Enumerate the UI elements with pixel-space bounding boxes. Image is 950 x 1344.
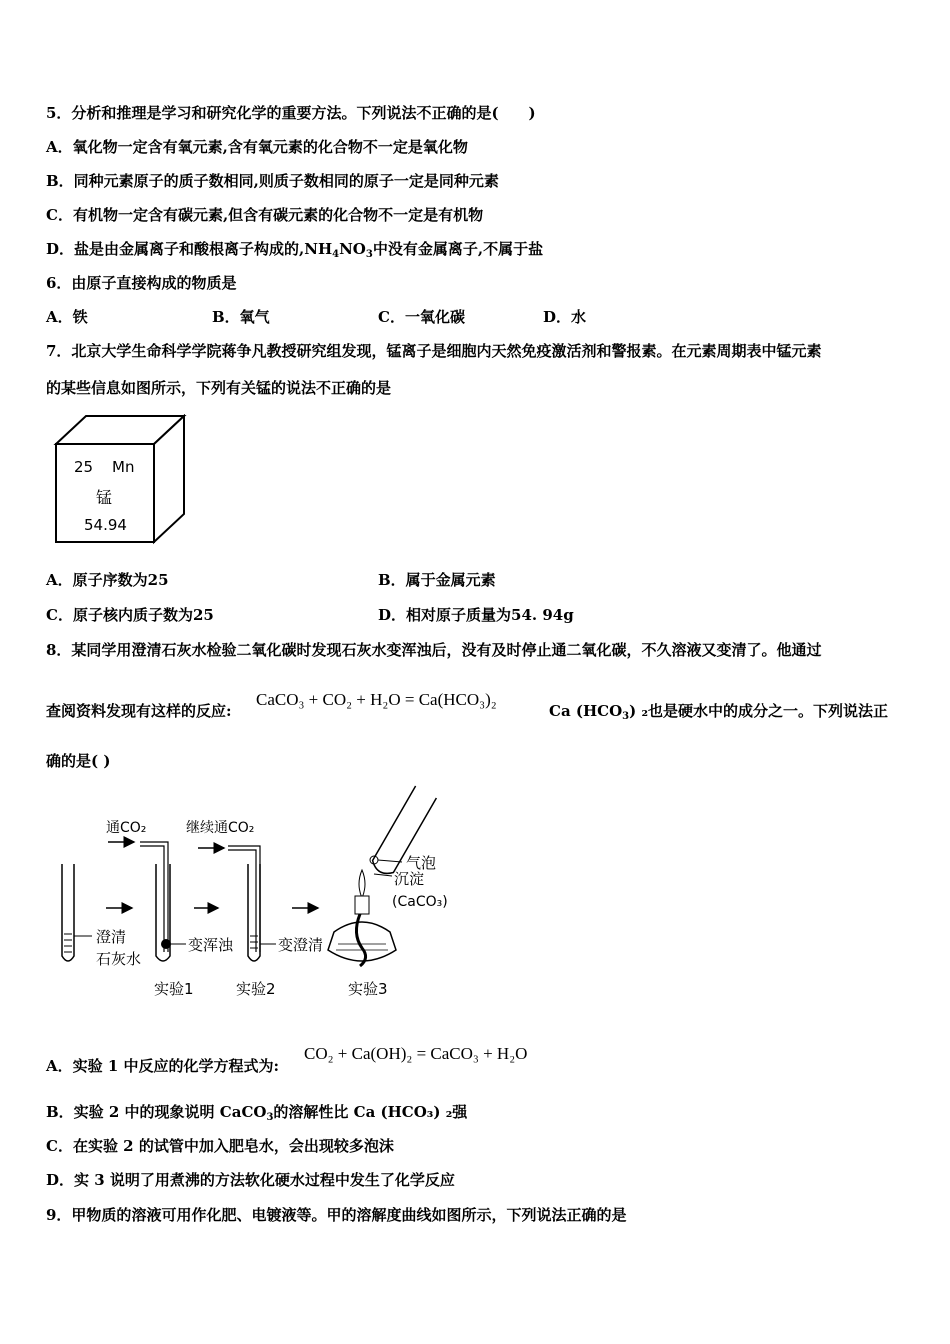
experiment-diagram — [56, 784, 476, 1002]
q8-option-b — [46, 1102, 467, 1128]
q5-option-d-mid: NO — [339, 240, 366, 258]
q7-option-c: C．原子核内质子数为25 — [46, 606, 214, 624]
label-exp2: 实验2 — [236, 980, 276, 998]
label-clear-limewater-2: 石灰水 — [96, 950, 142, 968]
q7-stem-line2: 的某些信息如图所示，下列有关锰的说法不正确的是 — [46, 379, 392, 397]
q8-stem-line2-mid: Ca (HCO — [549, 702, 623, 720]
element-mass: 54.94 — [84, 516, 127, 534]
q8-option-a-pre: A．实验 1 中反应的化学方程式为: — [46, 1057, 280, 1075]
q6-option-a: A．铁 — [46, 308, 88, 326]
q5-stem: 5．分析和推理是学习和研究化学的重要方法。下列说法不正确的是( ) — [46, 104, 536, 122]
q5-option-d — [46, 239, 543, 265]
label-turbid: 变浑浊 — [188, 936, 234, 954]
q5-option-d-pre: D．盐是由金属离子和酸根离子构成的,NH — [46, 240, 333, 258]
q8-option-c: C．在实验 2 的试管中加入肥皂水，会出现较多泡沫 — [46, 1137, 394, 1155]
element-number: 25 — [74, 458, 94, 476]
q7-option-a: A．原子序数为25 — [46, 571, 169, 589]
q5-sub-3: 3 — [365, 249, 373, 260]
q8-stem-line1: 8．某同学用澄清石灰水检验二氧化碳时发现石灰水变浑浊后，没有及时停止通二氧化碳，不久溶液又变清了。他通过 — [46, 641, 822, 659]
q8-option-b-sub: 3 — [266, 1112, 274, 1123]
q8-stem-line3: 确的是( ) — [46, 752, 111, 770]
q8-stem-line2-post — [549, 701, 888, 727]
q6-option-d: D．水 — [543, 308, 587, 326]
q6-option-c: C．一氧化碳 — [378, 308, 465, 326]
label-exp3: 实验3 — [348, 980, 388, 998]
q8-option-a-equation: CO₂ + Ca(OH)₂ = CaCO₃ + H₂O — [304, 1044, 528, 1063]
q8-sub-3: 3 — [622, 711, 630, 722]
q8-option-b-post: 的溶解性比 Ca (HCO₃) ₂强 — [273, 1103, 468, 1121]
element-symbol: Mn — [112, 458, 135, 476]
q8-equation: CaCO₃ + CO₂ + H₂O = Ca(HCO₃)₂ — [256, 690, 497, 709]
q7-option-d: D．相对原子质量为54. 94g — [378, 606, 574, 624]
label-bubble: 气泡 — [406, 854, 437, 872]
q8-option-b-pre: B．实验 2 中的现象说明 CaCO — [46, 1103, 267, 1121]
q9-stem: 9．甲物质的溶液可用作化肥、电镀液等。甲的溶解度曲线如图所示，下列说法正确的是 — [46, 1206, 627, 1224]
label-precipitate: 沉淀 — [394, 870, 425, 888]
q5-sub-4: 4 — [332, 249, 340, 260]
label-clear: 变澄清 — [278, 936, 324, 954]
element-cell-figure — [52, 414, 190, 546]
label-exp1: 实验1 — [154, 980, 194, 998]
q8-stem-line2-pre: 查阅资料发现有这样的反应: — [46, 702, 232, 720]
q5-option-d-post: 中没有金属离子,不属于盐 — [372, 240, 544, 258]
label-clear-limewater-1: 澄清 — [96, 928, 127, 946]
q5-option-c: C．有机物一定含有碳元素,但含有碳元素的化合物不一定是有机物 — [46, 206, 484, 224]
q8-option-d: D．实 3 说明了用煮沸的方法软化硬水过程中发生了化学反应 — [46, 1171, 455, 1189]
label-continue-co2: 继续通CO₂ — [186, 820, 255, 836]
q7-stem-line1: 7．北京大学生命科学学院蒋争凡教授研究组发现，锰离子是细胞内天然免疫激活剂和警报素。在元素周期表中锰元素 — [46, 342, 822, 360]
q7-option-b: B．属于金属元素 — [378, 571, 496, 589]
label-caco3: (CaCO₃) — [392, 894, 448, 910]
q8-stem-line2-end: ) ₂也是硬水中的成分之一。下列说法正 — [629, 702, 889, 720]
q5-option-a: A．氧化物一定含有氧元素,含有氧元素的化合物不一定是氧化物 — [46, 138, 468, 156]
q6-option-b: B．氧气 — [212, 308, 270, 326]
q5-option-b: B．同种元素原子的质子数相同,则质子数相同的原子一定是同种元素 — [46, 172, 499, 190]
q6-stem: 6．由原子直接构成的物质是 — [46, 274, 237, 292]
label-pass-co2: 通CO₂ — [106, 820, 147, 836]
element-name: 锰 — [96, 488, 113, 507]
